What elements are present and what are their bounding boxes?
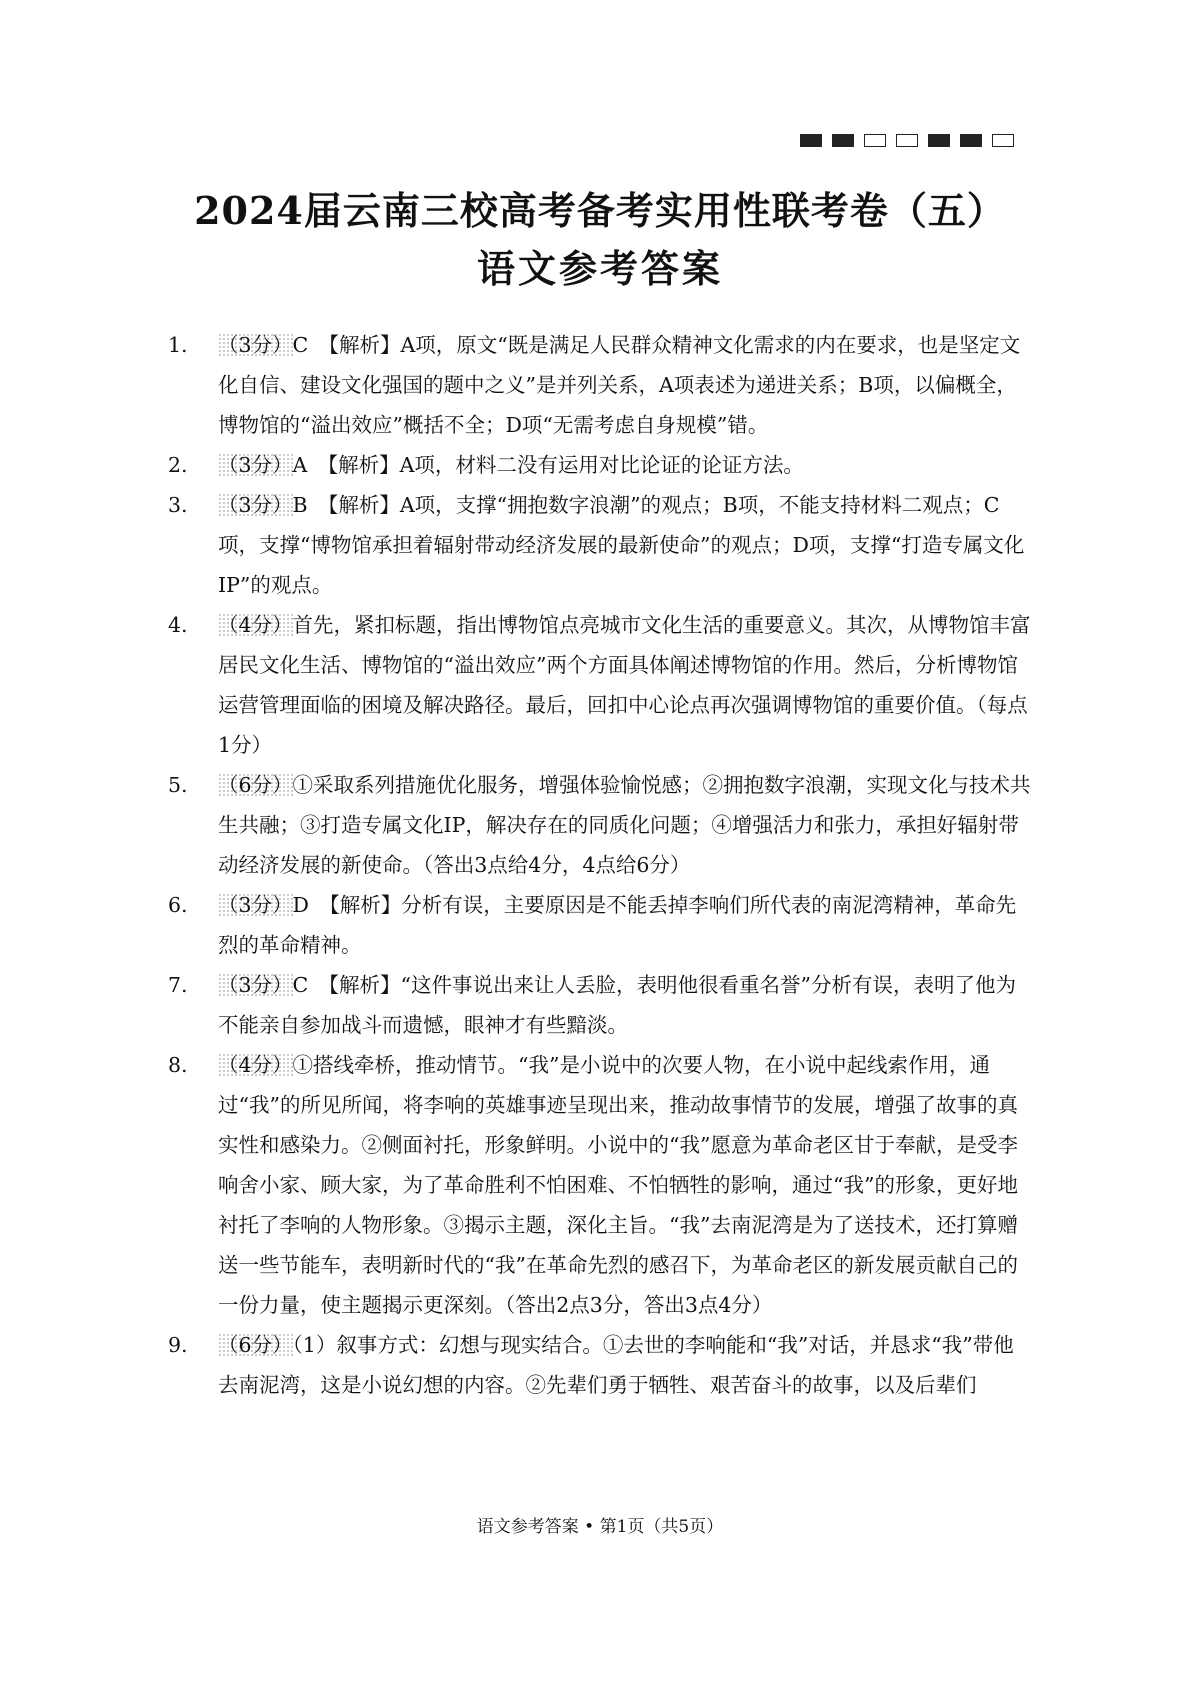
answer-item — [168, 445, 1034, 485]
item-number: 6. — [168, 893, 188, 917]
item-text: C 【解析】A项，原文“既是满足人民群众精神文化需求的内在要求，也是坚定文化自信、建设文化强国的题中之义”是并列关系，A项表述为递进关系；B项，以偏概全，博物馆的“溢出效应”概括不全；D项“无需考虑自身规模”错。 — [218, 333, 1021, 437]
item-score: （3分） — [218, 893, 293, 917]
item-number: 3. — [168, 493, 188, 517]
item-text: B 【解析】A项，支撑“拥抱数字浪潮”的观点；B项，不能支持材料二观点；C项，支撑“博物馆承担着辐射带动经济发展的最新使命”的观点；D项，支撑“打造专属文化IP”的观点。 — [218, 493, 1025, 597]
item-score: （3分） — [218, 453, 293, 477]
answer-list — [168, 325, 1034, 1405]
item-number: 2. — [168, 453, 188, 477]
code-mark — [928, 134, 950, 147]
answer-item — [168, 1045, 1034, 1325]
item-text: A 【解析】A项，材料二没有运用对比论证的论证方法。 — [292, 453, 804, 477]
item-number: 4. — [168, 613, 188, 637]
code-mark — [832, 134, 854, 147]
item-number: 9. — [168, 1333, 188, 1357]
item-text: D 【解析】分析有误，主要原因是不能丢掉李响们所代表的南泥湾精神，革命先烈的革命精神。 — [218, 893, 1017, 957]
item-score: （4分） — [218, 613, 293, 637]
item-score: （4分） — [218, 1053, 293, 1077]
item-score: （3分） — [218, 493, 293, 517]
item-number: 5. — [168, 773, 188, 797]
code-mark — [864, 134, 886, 147]
code-mark — [800, 134, 822, 147]
code-mark — [896, 134, 918, 147]
answer-item — [168, 965, 1034, 1045]
item-score: （3分） — [218, 973, 293, 997]
item-text: C 【解析】“这件事说出来让人丢脸，表明他很看重名誉”分析有误，表明了他为不能亲自参加战斗而遗憾，眼神才有些黯淡。 — [218, 973, 1016, 1037]
item-text: 首先，紧扣标题，指出博物馆点亮城市文化生活的重要意义。其次，从博物馆丰富居民文化生活、博物馆的“溢出效应”两个方面具体阐述博物馆的作用。然后，分析博物馆运营管理面临的困境及解决路径。最后，回扣中心论点再次强调博物馆的重要价值。（每点1分） — [218, 613, 1031, 757]
answer-item — [168, 485, 1034, 605]
item-number: 1. — [168, 333, 188, 357]
exam-title: 2024届云南三校高考备考实用性联考卷（五） — [194, 188, 1006, 233]
item-number: 8. — [168, 1053, 188, 1077]
answer-key-title: 语文参考答案 — [476, 246, 723, 291]
item-text: ①搭线牵桥，推动情节。“我”是小说中的次要人物，在小说中起线索作用，通过“我”的所见所闻，将李响的英雄事迹呈现出来，推动故事情节的发展，增强了故事的真实性和感染力。②侧面衬托，形象鲜明。小说中的“我”愿意为革命老区甘于奉献，是受李响舍小家、顾大家，为了革命胜利不怕困难、不怕牺牲的影响，通过“我”的形象，更好地衬托了李响的人物形象。③揭示主题，深化主旨。“我”去南泥湾是为了送技术，还打算赠送一些节能车，表明新时代的“我”在革命先烈的感召下，为革命老区的新发展贡献自己的一份力量，使主题揭示更深刻。（答出2点3分，答出3点4分） — [218, 1053, 1018, 1317]
page-footer: 语文参考答案 • 第1页（共5页） — [476, 1517, 724, 1537]
answer-item — [168, 765, 1034, 885]
answer-item — [168, 605, 1034, 765]
item-score: （6分） — [218, 773, 293, 797]
item-text: ①采取系列措施优化服务，增强体验愉悦感；②拥抱数字浪潮，实现文化与技术共生共融；③打造专属文化IP，解决存在的同质化问题；④增强活力和张力，承担好辐射带动经济发展的新使命。（答出3点给4分，4点给6分） — [218, 773, 1031, 877]
code-mark — [960, 134, 982, 147]
code-mark — [992, 134, 1014, 147]
item-text: （1）叙事方式：幻想与现实结合。①去世的李响能和“我”对话，并恳求“我”带他去南泥湾，这是小说幻想的内容。②先辈们勇于牺牲、艰苦奋斗的故事，以及后辈们 — [218, 1333, 1014, 1397]
item-number: 7. — [168, 973, 188, 997]
page-code-marks — [800, 134, 1014, 147]
answer-item — [168, 325, 1034, 445]
answer-item — [168, 1325, 1034, 1405]
item-score: （6分） — [218, 1333, 293, 1357]
answer-item — [168, 885, 1034, 965]
item-score: （3分） — [218, 333, 293, 357]
